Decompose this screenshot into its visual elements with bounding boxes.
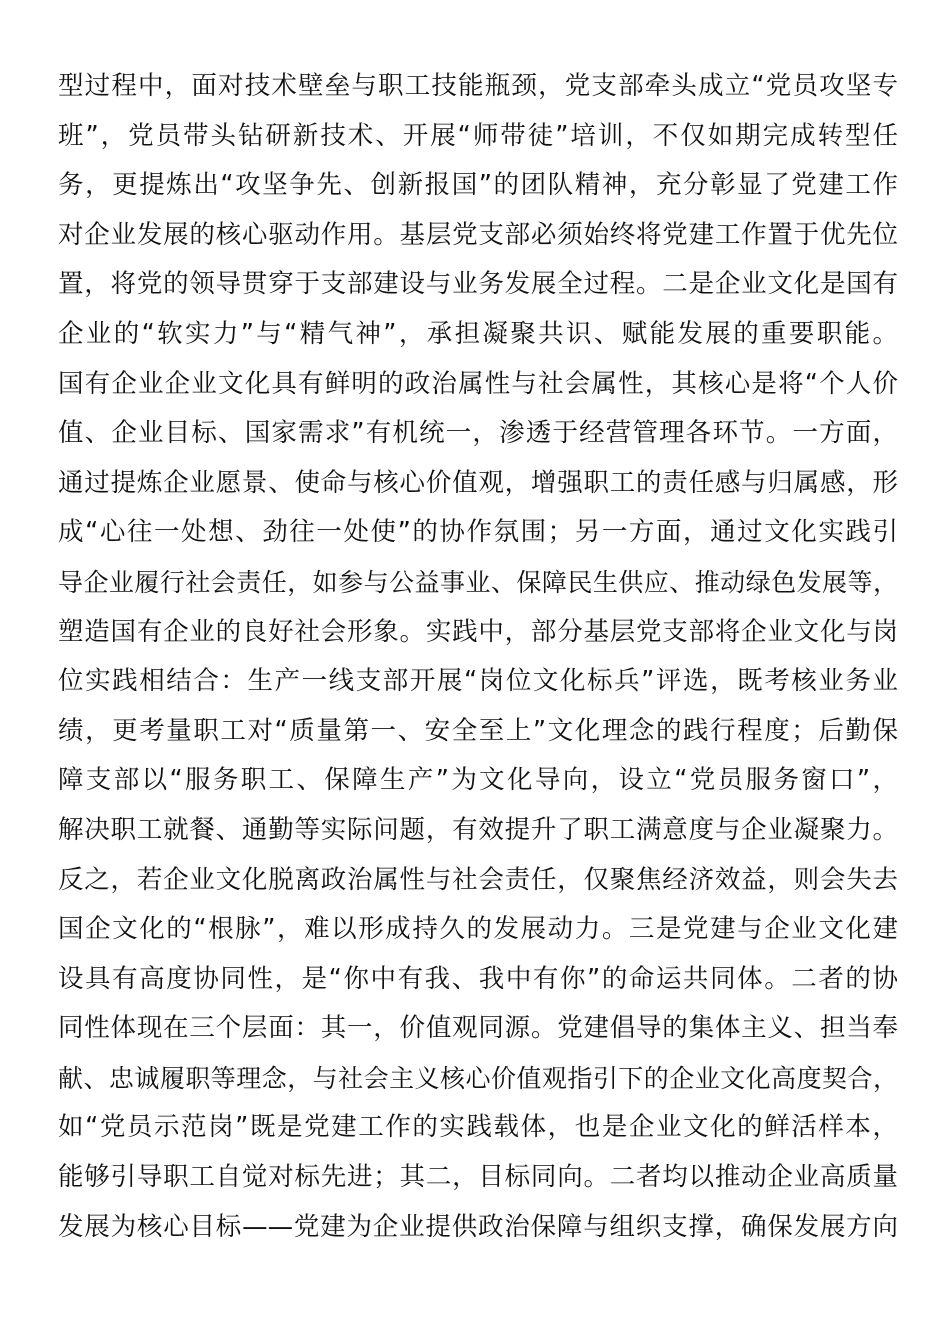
text-line: 成“心往一处想、劲往一处使”的协作氛围；另一方面，通过文化实践引 xyxy=(58,517,898,548)
text-line: 设具有高度协同性，是“你中有我、我中有你”的命运共同体。二者的协 xyxy=(58,963,898,994)
text-line: 导企业履行社会责任，如参与公益事业、保障民生供应、推动绿色发展等， xyxy=(58,567,898,597)
text-line: 企业的“软实力”与“精气神”，承担凝聚共识、赋能发展的重要职能。 xyxy=(58,318,898,349)
text-line: 同性体现在三个层面：其一，价值观同源。党建倡导的集体主义、担当奉 xyxy=(58,1013,898,1044)
text-line: 值、企业目标、国家需求”有机统一，渗透于经营管理各环节。一方面， xyxy=(58,418,898,449)
text-line: 国有企业企业文化具有鲜明的政治属性与社会属性，其核心是将“个人价 xyxy=(58,368,898,399)
text-line: 位实践相结合：生产一线支部开展“岗位文化标兵”评选，既考核业务业 xyxy=(58,666,898,697)
text-line: 置，将党的领导贯穿于支部建设与业务发展全过程。二是企业文化是国有 xyxy=(58,269,898,300)
text-line: 务，更提炼出“攻坚争先、创新报国”的团队精神，充分彰显了党建工作 xyxy=(58,170,898,201)
text-line: 对企业发展的核心驱动作用。基层党支部必须始终将党建工作置于优先位 xyxy=(58,219,898,250)
text-line: 型过程中，面对技术壁垒与职工技能瓶颈，党支部牵头成立“党员攻坚专 xyxy=(58,71,898,101)
text-line: 发展为核心目标——党建为企业提供政治保障与组织支撑，确保发展方向 xyxy=(58,1211,898,1242)
text-line: 障支部以“服务职工、保障生产”为文化导向，设立“党员服务窗口”， xyxy=(58,765,898,796)
text-line: 反之，若企业文化脱离政治属性与社会责任，仅聚焦经济效益，则会失去 xyxy=(58,864,898,895)
text-line: 解决职工就餐、通勤等实际问题，有效提升了职工满意度与企业凝聚力。 xyxy=(58,814,898,845)
text-line: 能够引导职工自觉对标先进；其二，目标同向。二者均以推动企业高质量 xyxy=(58,1162,898,1193)
text-line: 塑造国有企业的良好社会形象。实践中，部分基层党支部将企业文化与岗 xyxy=(58,616,898,647)
body-text xyxy=(58,62,898,1252)
text-line: 国企文化的“根脉”，难以形成持久的发展动力。三是党建与企业文化建 xyxy=(58,914,898,945)
text-line: 献、忠诚履职等理念，与社会主义核心价值观指引下的企业文化高度契合， xyxy=(58,1063,898,1093)
text-line: 班”，党员带头钻研新技术、开展“师带徒”培训，不仅如期完成转型任 xyxy=(58,120,898,151)
text-line: 通过提炼企业愿景、使命与核心价值观，增强职工的责任感与归属感，形 xyxy=(58,467,898,498)
text-line: 绩，更考量职工对“质量第一、安全至上”文化理念的践行程度；后勤保 xyxy=(58,715,898,746)
text-line: 如“党员示范岗”既是党建工作的实践载体，也是企业文化的鲜活样本， xyxy=(58,1112,898,1143)
